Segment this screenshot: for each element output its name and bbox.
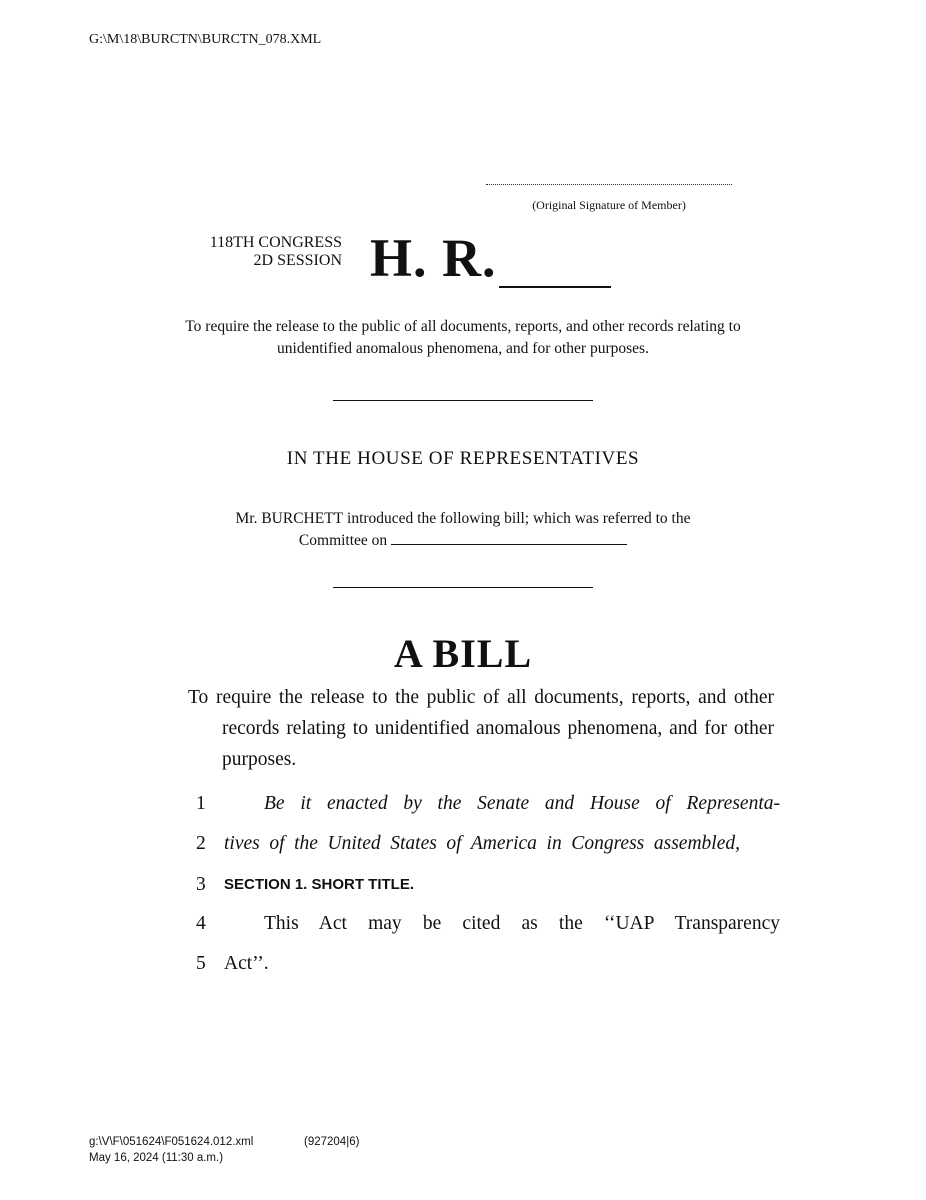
sponsor-name: BURCHETT — [261, 510, 344, 527]
footer — [89, 1134, 360, 1166]
introduction-statement — [180, 508, 746, 552]
introduction-text: introduced the following bill; which was referred to the — [347, 510, 691, 527]
bill-number-title: H. R. — [370, 228, 497, 288]
line-number: 4 — [196, 913, 206, 934]
bill-label: A BILL — [393, 631, 533, 676]
bill-number-blank — [499, 286, 611, 288]
line-number: 1 — [196, 793, 206, 814]
short-description: To require the release to the public of all documents, reports, and other records relating to unidentified anomalous phenomena, and for other purposes. — [185, 318, 741, 357]
section-heading: SECTION 1. SHORT TITLE. — [224, 876, 415, 893]
line-text: Be it enacted by the Senate and House of Representa- — [264, 793, 780, 814]
line-text: Act’’. — [224, 953, 269, 974]
footer-code: (927204|6) — [304, 1136, 360, 1148]
line-number: 5 — [196, 953, 206, 974]
footer-timestamp: May 16, 2024 (11:30 a.m.) — [89, 1152, 224, 1164]
divider-rule — [333, 400, 593, 401]
divider-rule — [333, 587, 593, 588]
committee-label: Committee on — [298, 532, 388, 549]
session-label: 2D SESSION — [253, 252, 342, 269]
committee-blank — [391, 532, 627, 545]
sponsor-prefix: Mr. — [235, 510, 258, 527]
line-number: 3 — [196, 874, 206, 895]
line-number: 2 — [196, 833, 206, 854]
file-path: G:\M\18\BURCTN\BURCTN_078.XML — [89, 32, 322, 47]
signature-label: (Original Signature of Member) — [532, 198, 686, 212]
footer-path: g:\V\F\051624\F051624.012.xml — [89, 1136, 254, 1148]
chamber-heading: IN THE HOUSE OF REPRESENTATIVES — [286, 448, 640, 469]
signature-line — [486, 174, 732, 185]
line-text: tives of the United States of America in Congress assembled, — [224, 833, 740, 854]
long-title: To require the release to the public of all documents, reports, and other records relating to unidentified anomalous phenomena, and for other purposes. — [188, 687, 774, 770]
congress-number: 118TH CONGRESS — [209, 234, 342, 251]
congress-session — [186, 234, 342, 270]
line-text: This Act may be cited as the ‘‘UAP Transparency — [264, 913, 780, 934]
